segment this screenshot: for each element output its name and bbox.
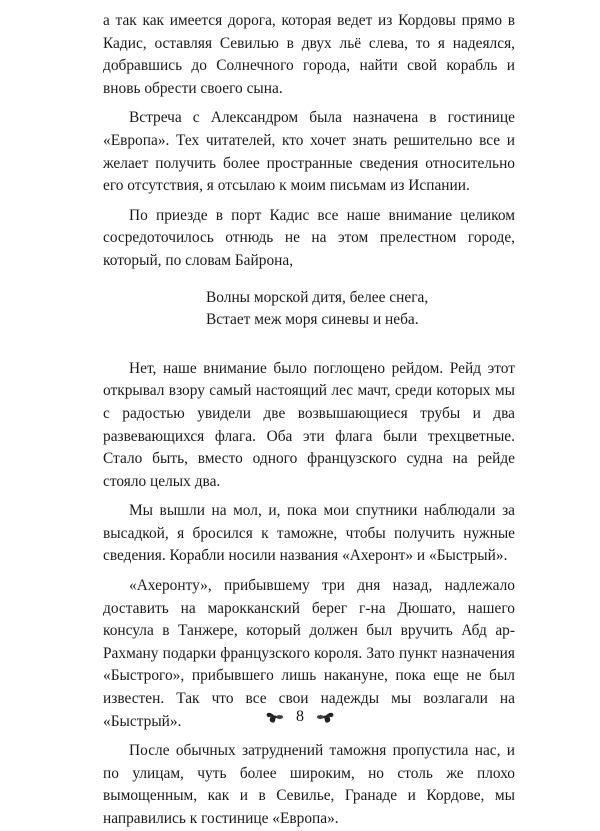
paragraph-5: Мы вышли на мол, и, пока мои спутники наблюдали за высадкой, я бросился к таможне, чтобы получить нужные сведения. Корабли носили названия «Ахеронт» и «Быстрый». <box>103 502 515 565</box>
page-number: 8 <box>296 708 304 725</box>
verse-line-1: Волны морской дитя, белее снега, <box>206 288 429 306</box>
paragraph-2: Встреча с Александром была назначена в гостинице «Европа». Тех читателей, кто хочет знать решительно все и желает получить более пространные сведения относительно его отсутствия, я отсылаю к моим письмам из Испании. <box>103 109 515 195</box>
verse-quote <box>103 287 515 332</box>
paragraph-6: «Ахеронту», прибывшему три дня назад, надлежало доставить на марокканский берег г-на Дюшато, нашего консула в Танжере, который должен был вручить Абд ар-Рахману подарки французского короля. Зато пункт назначения «Быстрого», прибывшего лишь накануне, пока еще не был известен. Так что все свои надежды мы возлагали на «Быстрый». <box>103 577 515 730</box>
page-footer <box>0 706 600 728</box>
paragraph-4: Нет, наше внимание было поглощено рейдом. Рейд этот открывал взору самый настоящий лес мачт, среди которых мы с радостью увидели две возвышающиеся трубы и два развевающихся флага. Оба эти флага были трехцветные. Стало быть, вместо одного французского судна на рейде стояло целых два. <box>103 359 515 490</box>
fleuron-left-icon <box>264 706 286 728</box>
verse-line-2: Встает меж моря синевы и неба. <box>206 311 419 329</box>
paragraph-7: После обычных затруднений таможня пропустила нас, и по улицам, чуть более широким, но столь же плохо вымощенным, как и в Севилье, Гранаде и Кордове, мы направились к гостинице «Европа». <box>103 742 515 827</box>
paragraph-1: а так как имеется дорога, которая ведет из Кордовы прямо в Кадис, оставляя Севилью в двух льё слева, то я надеялся, добравшись до Солнечного города, найти свой корабль и вновь обрести своего сына. <box>103 12 515 97</box>
fleuron-right-icon <box>314 706 336 728</box>
paragraph-3: По приезде в порт Кадис все наше внимание целиком сосредоточилось отнюдь не на этом прелестном городе, который, по словам Байрона, <box>103 206 515 269</box>
